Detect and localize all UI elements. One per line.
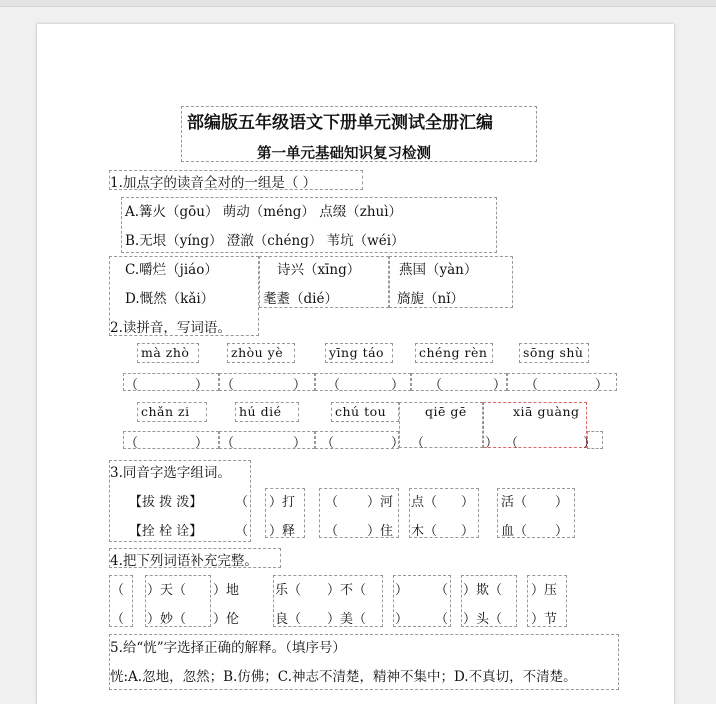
page-title: 部编版五年级语文下册单元测试全册汇编	[187, 113, 493, 133]
q1-option-d1: D.慨然（kǎi）	[125, 291, 215, 307]
paren-open: （	[411, 436, 425, 451]
pinyin-7: hú dié	[239, 404, 282, 419]
q4-r2-c6: ）	[395, 612, 409, 627]
pinyin-9: qiē gē	[425, 404, 467, 419]
pinyin-5: sōng shù	[523, 345, 584, 360]
paren-open: （	[125, 436, 139, 451]
q1-option-a: A.篝火（gōu） 萌动（méng） 点缀（zhuì）	[125, 204, 403, 220]
q4-r2-c9: ）节	[531, 612, 558, 627]
q3-r2-c7: 血（	[501, 524, 528, 539]
q3-r2-c6: ）	[461, 524, 475, 539]
q4-r1-c9: ）压	[531, 583, 558, 598]
q3-r1-c1: （	[235, 495, 249, 510]
q3-r1-c4: ）河	[367, 495, 394, 510]
q4-r2-c8: ）头（	[463, 612, 503, 627]
q3-r2-c8: ）	[555, 524, 569, 539]
q5-label: 5.给“恍”字选择正确的解释。（填序号）	[110, 640, 346, 656]
q1-option-c3: 燕国（yàn）	[399, 262, 478, 278]
q3-r2-c4: ）住	[367, 524, 394, 539]
q5-definition: 恍:A.忽地，忽然；B.仿佛；C.神志不清楚，精神不集中；D.不真切，不清楚。	[110, 669, 577, 685]
q3-r1-c7: 活（	[501, 495, 528, 510]
pinyin-8: chú tou	[335, 404, 387, 419]
q3-r1-c2: ）打	[269, 495, 296, 510]
document-page	[37, 24, 674, 704]
q3-group-2: 【拴 栓 诠】	[129, 524, 203, 539]
pinyin-3: yīng táo	[329, 345, 385, 360]
pinyin-2: zhòu yè	[231, 345, 284, 360]
q1-option-b: B.无垠（yíng） 澄澈（chéng） 苇坑（wéi）	[125, 233, 405, 249]
pinyin-1: mà zhò	[141, 345, 190, 360]
page-subtitle: 第一单元基础知识复习检测	[257, 146, 431, 162]
toolbar-strip	[0, 0, 716, 7]
q3-r2-c1: （	[235, 524, 249, 539]
paren-open: （	[125, 378, 139, 393]
q4-r2-c2: ）妙（	[147, 612, 187, 627]
q4-r2-c1: （	[111, 612, 125, 627]
q3-r2-c2: ）释	[269, 524, 296, 539]
paren-open: （	[429, 378, 443, 393]
q4-r1-c7: （	[435, 583, 449, 598]
q3-label: 3.同音字选字组词。	[110, 465, 231, 481]
q4-r2-c3: ）伦	[213, 612, 240, 627]
q2-label: 2.读拼音，写词语。	[110, 320, 231, 336]
pinyin-4: chéng rèn	[419, 345, 488, 360]
q1-option-c1: C.嚼烂（jiáo）	[125, 262, 218, 278]
paren-close: ）	[293, 436, 307, 451]
q1-option-c2: 诗兴（xīng）	[277, 262, 361, 278]
q4-r1-c4: 乐（	[275, 583, 302, 598]
paren-close: ）	[195, 378, 209, 393]
paren-close: ）	[391, 436, 405, 451]
paren-close: ）	[485, 436, 499, 451]
paren-open: （	[221, 378, 235, 393]
q3-group-1: 【拔 拨 泼】	[129, 495, 203, 510]
q4-r2-c7: （	[435, 612, 449, 627]
q3-r2-c5: 木（	[411, 524, 438, 539]
paren-open: （	[505, 436, 519, 451]
pinyin-6: chǎn zi	[141, 404, 190, 419]
q4-r2-c4: 良（	[275, 612, 302, 627]
paren-open: （	[327, 378, 341, 393]
paren-close: ）	[595, 378, 609, 393]
paren-open: （	[321, 436, 335, 451]
q4-r1-c8: ）欺（	[463, 583, 503, 598]
q4-label: 4.把下列词语补充完整。	[110, 553, 258, 569]
q3-r1-c6: ）	[461, 495, 475, 510]
q1-label: 1.加点字的读音全对的一组是（ ）	[110, 175, 317, 191]
paren-close: ）	[293, 378, 307, 393]
paren-open: （	[221, 436, 235, 451]
paren-close: ）	[195, 436, 209, 451]
q1-option-d3: 旖旎（nǐ）	[397, 291, 465, 307]
paren-close: ）	[583, 436, 597, 451]
pinyin-10: xiā guàng	[513, 404, 580, 419]
q3-r1-c3: （	[325, 495, 339, 510]
q3-r2-c3: （	[325, 524, 339, 539]
paren-open: （	[525, 378, 539, 393]
q4-r2-c5: ）美（	[327, 612, 367, 627]
q3-r1-c8: ）	[555, 495, 569, 510]
q4-r1-c2: ）天（	[147, 583, 187, 598]
q4-r1-c6: ）	[395, 583, 409, 598]
q1-option-d2: 耄耋（dié）	[263, 291, 338, 307]
paren-close: ）	[391, 378, 405, 393]
paren-close: ）	[493, 378, 507, 393]
q4-r1-c1: （	[111, 583, 125, 598]
q3-r1-c5: 点（	[411, 495, 438, 510]
q4-r1-c5: ）不（	[327, 583, 367, 598]
q4-r1-c3: ）地	[213, 583, 240, 598]
